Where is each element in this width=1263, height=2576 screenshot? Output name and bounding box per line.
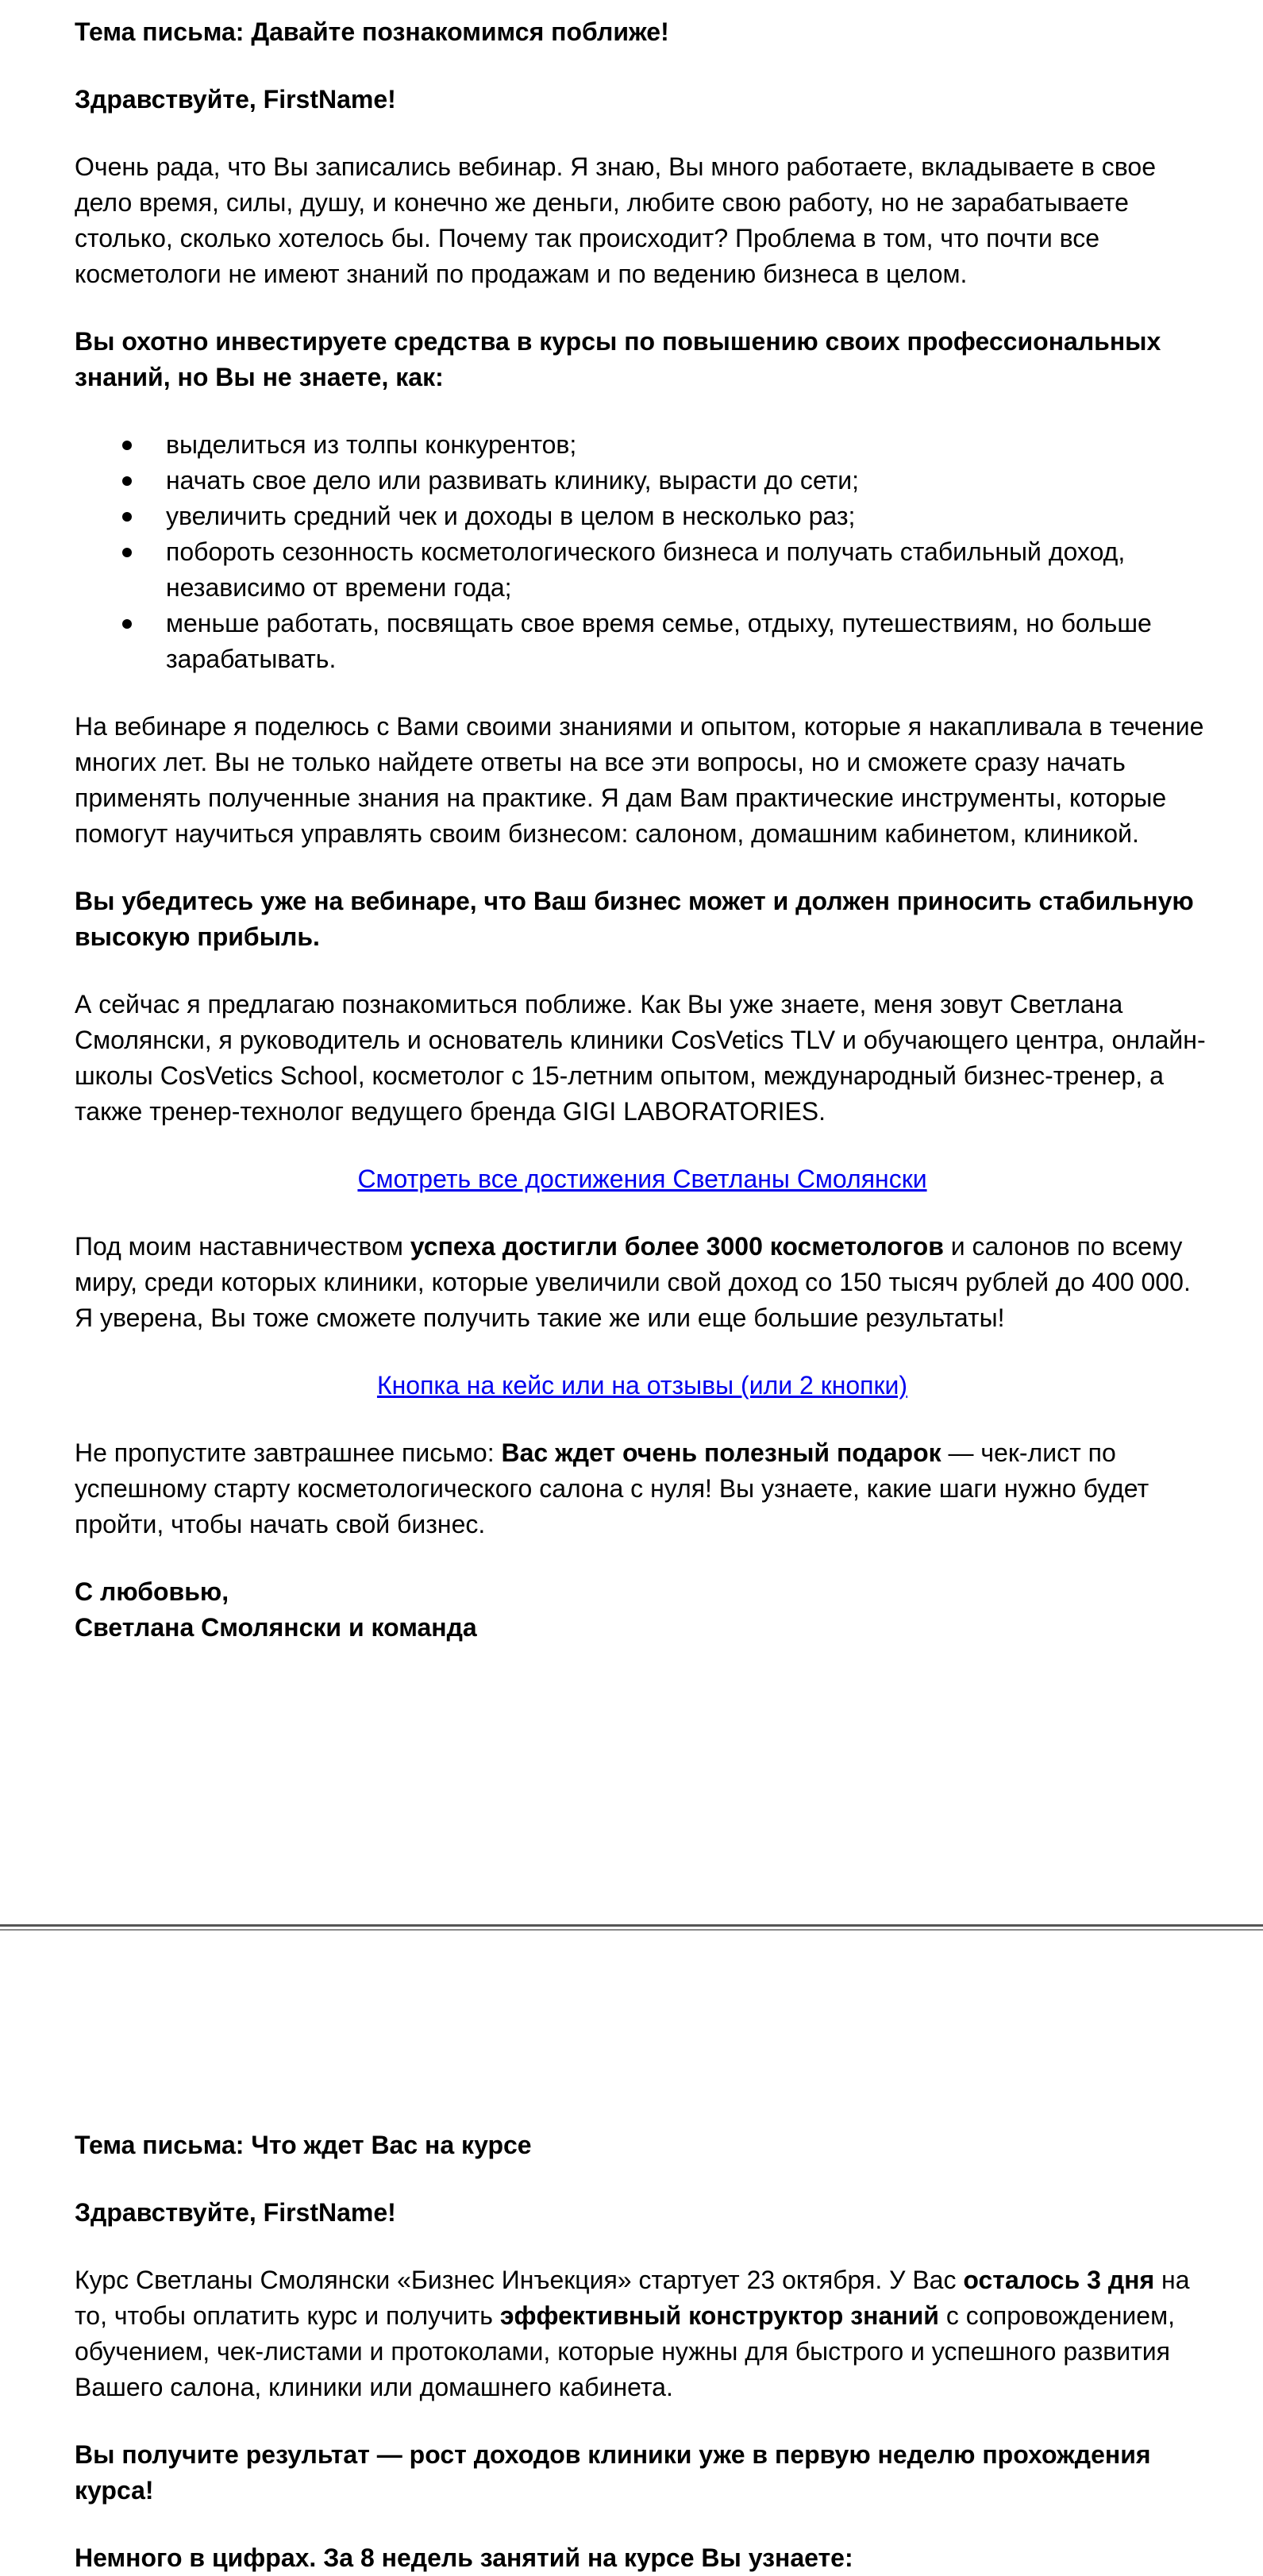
signature-line-1: С любовью, [75,1577,229,1606]
bullet-icon [122,512,132,522]
list-item: побороть сезонность косметологического бизнеса и получать стабильный доход, независимо от времени года; [75,534,1210,606]
page-divider [0,1924,1263,1931]
pain-points-heading: Вы охотно инвестируете средства в курсы по повышению своих профессиональных знаний, но Вы не знаете, как: [75,327,1161,391]
email-subject: Тема письма: Что ждет Вас на курсе [75,2131,532,2159]
achievements-link-row [75,1161,1210,1197]
intro-paragraph: Очень рада, что Вы записались вебинар. Я знаю, Вы много работаете, вкладываете в свое дело время, силы, душу, и конечно же деньги, любите свою работу, но не зарабатываете столько, сколько хотелось бы. Почему так происходит? Проблема в том, что почти все косметологи не имеют знаний по продажам и по ведению бизнеса в целом. [75,152,1157,288]
list-item: начать свое дело или развивать клинику, вырасти до сети; [75,463,1210,499]
cases-reviews-link[interactable]: Кнопка на кейс или на отзывы (или 2 кнопки) [376,1371,908,1400]
achievements-link[interactable]: Смотреть все достижения Светланы Смолянски [357,1165,927,1193]
next-letter-paragraph: Не пропустите завтрашнее письмо: Вас ждет очень полезный подарок — чек-лист по успешному старту косметологического салона с нуля! Вы узнаете, какие шаги нужно будет пройти, чтобы начать свой бизнес. [75,1438,1149,1538]
email-2 [75,2127,1210,2576]
bullet-icon [122,441,132,450]
bullet-icon [122,619,132,629]
email-subject: Тема письма: Давайте познакомимся поближе! [75,17,669,46]
mentorship-paragraph: Под моим наставничеством успеха достигли более 3000 косметологов и салонов по всему миру, среди которых клиники, которые увеличили свой доход со 150 тысяч рублей до 400 000. Я уверена, Вы тоже сможете получить такие же или еще большие результаты! [75,1232,1191,1332]
signature-line-2: Светлана Смолянски и команда [75,1613,477,1642]
bullet-icon [122,476,132,486]
list-item: меньше работать, посвящать свое время семье, отдыху, путешествиям, но больше зарабатывать. [75,606,1210,677]
numbers-heading: Немного в цифрах. За 8 недель занятий на курсе Вы узнаете: [75,2543,853,2572]
webinar-promise: Вы убедитесь уже на вебинаре, что Ваш бизнес может и должен приносить стабильную высокую прибыль. [75,887,1194,951]
list-item: увеличить средний чек и доходы в целом в несколько раз; [75,499,1210,534]
email-greeting: Здравствуйте, FirstName! [75,85,396,114]
result-promise: Вы получите результат — рост доходов клиники уже в первую неделю прохождения курса! [75,2440,1151,2505]
bullet-icon [122,548,132,557]
email-1 [75,14,1210,1646]
course-intro-paragraph: Курс Светланы Смолянски «Бизнес Инъекция» стартует 23 октября. У Вас осталось 3 дня на то, чтобы оплатить курс и получить эффективный конструктор знаний с сопровождением, обучением, чек-листами и протоколами, которые нужны для быстрого и успешного развития Вашего салона, клиники или домашнего кабинета. [75,2266,1190,2401]
list-item: выделиться из толпы конкурентов; [75,427,1210,463]
pain-points-list [75,427,1210,677]
about-author-paragraph: А сейчас я предлагаю познакомиться поближе. Как Вы уже знаете, меня зовут Светлана Смолянски, я руководитель и основатель клиники CosVetics TLV и обучающего центра, онлайн-школы CosVetics School, косметолог с 15-летним опытом, международный бизнес-тренер, а также тренер-технолог ведущего бренда GIGI LABORATORIES. [75,990,1206,1126]
email-greeting: Здравствуйте, FirstName! [75,2198,396,2227]
cases-link-row [75,1368,1210,1404]
webinar-paragraph: На вебинаре я поделюсь с Вами своими знаниями и опытом, которые я накапливала в течение многих лет. Вы не только найдете ответы на все эти вопросы, но и сможете сразу начать применять полученные знания на практике. Я дам Вам практические инструменты, которые помогут научиться управлять своим бизнесом: салоном, домашним кабинетом, клиникой. [75,712,1204,848]
